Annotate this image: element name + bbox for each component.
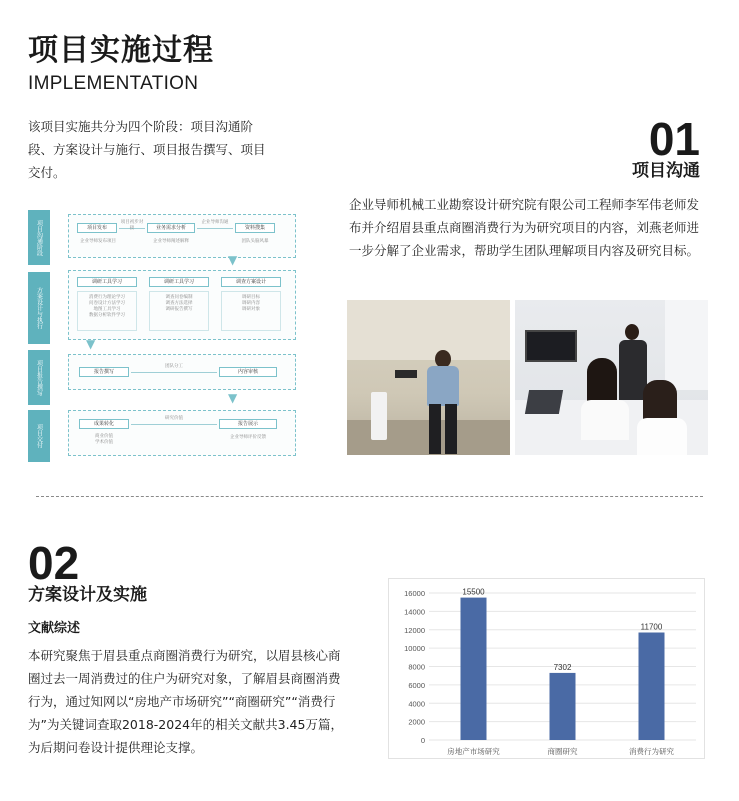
flow-panel-stage1 (68, 214, 296, 258)
flow-box: 内容审核 (219, 367, 277, 377)
section1-number: 01 (648, 113, 700, 165)
y-tick-label: 14000 (404, 607, 425, 617)
flow-link (131, 424, 217, 425)
x-tick-label: 房地产市场研究 (447, 747, 500, 756)
flow-link (131, 372, 217, 373)
flow-link-label: 项目初步对接 (120, 220, 144, 231)
bar (550, 673, 576, 740)
y-tick-label: 12000 (404, 625, 425, 635)
x-tick-label: 消费行为研究 (629, 747, 674, 756)
y-tick-label: 8000 (408, 662, 425, 672)
flow-box: 报告撰写 (79, 367, 129, 377)
page-title: 项目实施过程 (28, 33, 214, 68)
section2-subtitle: 文献综述 (28, 621, 81, 636)
photo-student-hair (587, 358, 617, 404)
flow-box: 资料搜集 (235, 223, 275, 233)
flow-band-communication: 项目沟通阶段 (28, 210, 50, 265)
photo-student-body (581, 400, 629, 440)
flow-box: 调研工具学习 (77, 277, 137, 287)
data-label: 15500 (462, 587, 485, 597)
flow-panel-stage3 (68, 354, 296, 390)
data-label: 7302 (553, 662, 572, 672)
flow-box: 项目发布 (77, 223, 117, 233)
flow-sub-label: 企业导师发布项目 (80, 239, 116, 244)
flow-sub-label: 团队头脑风暴 (241, 239, 269, 244)
bar (461, 598, 487, 740)
flow-sub-label: 商业价值 学术价值 (95, 434, 113, 445)
section1-text: 企业导师机械工业勘察设计研究院有限公司工程师李军伟老师发布并介绍眉县重点商圈消费行为为研究项目的内容，刘燕老师进一步分解了企业需求，帮助学生团队理解项目内容及研究目标。 (349, 197, 700, 258)
photo-person-body (427, 366, 459, 406)
photo-laptop (525, 390, 563, 414)
section2-text: 本研究聚焦于眉县重点商圈消费行为研究，以眉县核心商圈过去一周消费过的住户为研究对象，了解眉县商圈消费行为，通过知网以“房地产市场研究”“商圈研究”“消费行为”为关键词查取2018-2024年的相关文献共3.45万篇，为后期问卷设计提供理论支撑。 (28, 648, 343, 755)
flow-box: 调研工具学习 (149, 277, 209, 287)
flow-sub-label: 企业导师阐述解释 (153, 239, 189, 244)
photo-wall (347, 300, 510, 360)
data-label: 11700 (640, 622, 663, 632)
photo-podium (371, 392, 387, 440)
photo-teacher-head (625, 324, 639, 340)
photo-screen (525, 330, 577, 362)
flow-link-label: 研究价值 (165, 416, 183, 421)
y-tick-label: 6000 (408, 680, 425, 690)
x-tick-label: 商圈研究 (547, 747, 578, 756)
intro-text: 该项目实施共分为四个阶段：项目沟通阶段、方案设计与施行、项目报告撰写、项目交付。 (28, 119, 266, 180)
flow-box: 成果转化 (79, 419, 129, 429)
flow-arrow-down-icon: ▼ (228, 391, 238, 405)
section2-title: 方案设计及实施 (28, 585, 147, 605)
implementation-flow-diagram (28, 210, 274, 466)
flow-link-label: 企业导师沟通 (201, 220, 229, 225)
flow-sub-label: 调查问卷编制 调查方法选择 调研报告撰写 (149, 291, 209, 331)
section2-number: 02 (28, 537, 80, 589)
flow-sub-label: 企业导师评价反馈 (230, 435, 266, 440)
page-subtitle: IMPLEMENTATION (28, 73, 199, 94)
presentation-photo (347, 300, 510, 455)
flow-link (197, 228, 233, 229)
section1-title: 项目沟通 (632, 161, 700, 181)
bar (639, 633, 665, 740)
flow-sub-label: 调研目标 调研内容 调研对象 (221, 291, 281, 331)
y-tick-label: 0 (420, 736, 425, 745)
flow-arrow-down-icon: ▼ (86, 337, 96, 351)
photo-window (665, 300, 708, 390)
flow-box: 报告展示 (219, 419, 277, 429)
y-tick-label: 4000 (408, 699, 425, 709)
flow-panel-stage2 (68, 270, 296, 340)
flow-band-report: 项目报告撰写 (28, 350, 50, 405)
flow-band-delivery: 项目交付 (28, 410, 50, 462)
bar-chart-svg (389, 579, 706, 760)
y-tick-label: 16000 (404, 589, 425, 598)
photo-student-body (637, 418, 687, 455)
photo-person-leg (429, 404, 441, 454)
section-divider (36, 496, 703, 497)
flow-panel-stage4 (68, 410, 296, 456)
flow-link-label: 团队分工 (165, 364, 183, 369)
literature-bar-chart (388, 578, 705, 759)
photo-person-leg (445, 404, 457, 454)
classroom-photo (515, 300, 708, 455)
flow-box: 调查方案设计 (221, 277, 281, 287)
y-tick-label: 10000 (404, 644, 425, 654)
flow-band-design: 方案设计与执行 (28, 272, 50, 344)
flow-sub-label: 消费行为理论学习 问卷设计方法学习 地图工具学习 数据分析软件学习 (77, 291, 137, 331)
y-tick-label: 2000 (408, 717, 425, 727)
photo-microphone (395, 370, 417, 378)
flow-box: 业务需求分析 (147, 223, 195, 233)
flow-arrow-down-icon: ▼ (228, 253, 238, 267)
